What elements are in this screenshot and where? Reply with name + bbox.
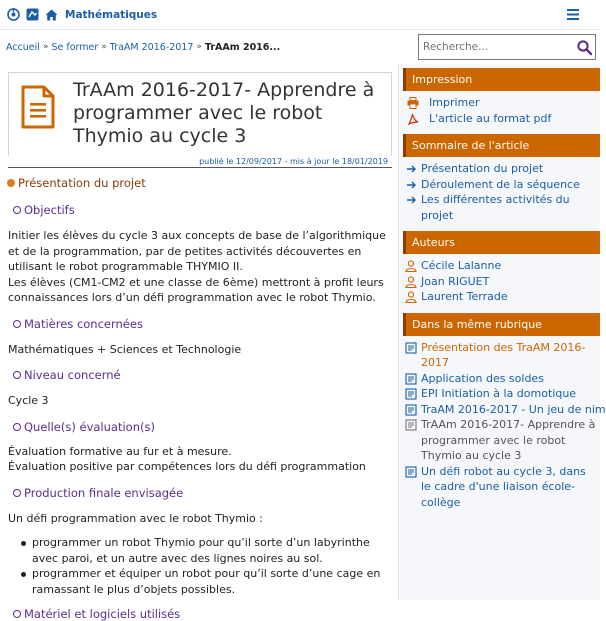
section-presentation xyxy=(7,176,392,190)
auteurs-box xyxy=(403,231,600,309)
article-icon xyxy=(405,388,417,400)
search-button[interactable] xyxy=(573,35,595,59)
subsection-heading: Niveau concerné xyxy=(24,368,121,382)
breadcrumb-accueil[interactable]: Accueil xyxy=(6,41,40,53)
arrow-right-icon xyxy=(405,179,417,191)
objectifs-text: Initier les élèves du cycle 3 aux concepts de base de l’algorithmique et de la programmation, par de petites activités découvertes en utilisant le robot programmable THYMIO II. xyxy=(8,229,386,273)
search-box xyxy=(418,34,596,60)
section-production xyxy=(13,486,392,500)
breadcrumb-se-former[interactable]: Se former xyxy=(51,41,99,53)
section-objectifs xyxy=(13,203,392,217)
article-icon xyxy=(405,419,417,431)
menu-icon[interactable] xyxy=(562,6,584,24)
breadcrumb-traam[interactable]: TraAM 2016-2017 xyxy=(109,41,194,53)
circle-bullet-icon xyxy=(13,371,21,379)
subsection-heading: Objectifs xyxy=(24,203,75,217)
section-heading: Présentation du projet xyxy=(18,176,146,190)
production-list xyxy=(18,535,392,597)
article-icon xyxy=(405,404,417,416)
sommaire-box xyxy=(403,134,600,227)
matieres-text: Mathématiques + Sciences et Technologie xyxy=(8,342,242,356)
impression-box xyxy=(403,68,600,130)
section-matieres xyxy=(13,317,392,331)
breadcrumb-separator: » xyxy=(196,42,202,52)
article-header xyxy=(8,72,392,156)
list-item: programmer et équiper un robot pour qu’il sorte d’une cage en ramassant le plus d’objets possibles. xyxy=(18,566,392,597)
arrow-right-icon xyxy=(405,194,417,206)
production-intro: Un défi programmation avec le robot Thymio : xyxy=(8,511,263,525)
arrow-right-icon xyxy=(405,163,417,175)
evaluation-text-2: Évaluation positive par compétences lors du défi programmation xyxy=(8,460,366,473)
article-icon xyxy=(405,373,417,385)
rubrique-item-this-article: TrAAm 2016-2017- Apprendre à programmer avec le robot Thymio au cycle 3 xyxy=(405,417,596,464)
toc-item[interactable]: Les différentes activités du projet xyxy=(405,192,596,223)
breadcrumb-current: TrAAm 2016... xyxy=(204,41,281,53)
box-title: Sommaire de l'article xyxy=(403,134,600,157)
rubrique-item[interactable]: EPI Initiation à la domotique xyxy=(405,386,596,402)
rubrique-item-current[interactable]: Présentation des TraAM 2016-2017 xyxy=(405,340,596,371)
author-link[interactable]: Joan RIGUET xyxy=(405,274,596,290)
section-materiel xyxy=(13,607,392,621)
subsection-heading: Production finale envisagée xyxy=(24,485,184,500)
circle-bullet-icon xyxy=(13,610,21,618)
niveau-text: Cycle 3 xyxy=(8,394,49,407)
pdf-link[interactable]: L'article au format pdf xyxy=(405,111,596,127)
list-item: programmer un robot Thymio pour qu’il sorte d’un labyrinthe avec paroi, et un autre avec des lignes noires au sol. xyxy=(18,535,392,566)
evaluation-text: Évaluation formative au fur et à mesure. xyxy=(8,444,232,458)
circle-bullet-icon xyxy=(13,206,21,214)
circle-bullet-icon xyxy=(13,423,21,431)
subsection-heading: Matériel et logiciels utilisés xyxy=(24,607,181,621)
article-icon xyxy=(405,466,417,478)
circle-bullet-icon xyxy=(13,489,21,497)
search-icon xyxy=(577,40,592,55)
article-icon xyxy=(405,342,417,354)
site-brand-link[interactable]: Mathématiques xyxy=(65,8,158,21)
author-link[interactable]: Cécile Lalanne xyxy=(405,258,596,274)
rubrique-item[interactable]: TraAM 2016-2017 - Un jeu de nim xyxy=(405,402,596,418)
search-input[interactable] xyxy=(419,35,573,59)
user-icon xyxy=(405,291,417,303)
page-layout xyxy=(0,64,606,621)
home-icon[interactable] xyxy=(44,8,58,22)
breadcrumb-separator: » xyxy=(101,42,107,52)
objectifs-text-2: Les élèves (CM1-CM2 et une classe de 6ème) mettront à profit leurs connaissances lors d’un défi programmation avec le robot Thymio. xyxy=(8,275,384,304)
section-niveau xyxy=(13,368,392,382)
section-evaluation xyxy=(13,420,392,434)
print-link[interactable]: Imprimer xyxy=(405,95,596,111)
top-bar xyxy=(0,0,600,30)
user-icon xyxy=(405,276,417,288)
toc-item[interactable]: Présentation du projet xyxy=(405,161,596,177)
rubrique-box xyxy=(403,313,606,515)
square-logo-icon[interactable] xyxy=(25,8,39,22)
breadcrumb-row xyxy=(0,30,600,64)
article-main xyxy=(0,64,398,621)
orange-bullet-icon xyxy=(7,179,15,187)
breadcrumb-separator: » xyxy=(42,42,49,52)
breadcrumb xyxy=(0,42,280,53)
author-link[interactable]: Laurent Terrade xyxy=(405,289,596,305)
rubrique-item[interactable]: Un défi robot au cycle 3, dans le cadre d'une liaison école-collège xyxy=(405,464,596,511)
sidebar xyxy=(398,64,606,600)
print-icon xyxy=(407,97,419,109)
document-icon xyxy=(19,85,57,129)
pdf-icon xyxy=(407,113,419,125)
spiral-logo-icon[interactable] xyxy=(6,8,20,22)
toc-item[interactable]: Déroulement de la séquence xyxy=(405,177,596,193)
user-icon xyxy=(405,260,417,272)
box-title: Impression xyxy=(403,68,600,91)
box-title: Auteurs xyxy=(403,231,600,254)
page-title: TrAAm 2016-2017- Apprendre à programmer avec le robot Thymio au cycle 3 xyxy=(73,79,375,147)
article-dates: publié le 12/09/2017 - mis à jour le 18/01/2019 xyxy=(8,156,392,168)
circle-bullet-icon xyxy=(13,320,21,328)
rubrique-item[interactable]: Application des soldes xyxy=(405,371,596,387)
subsection-heading: Matières concernées xyxy=(24,316,143,331)
box-title: Dans la même rubrique xyxy=(403,313,600,336)
subsection-heading: Quelle(s) évaluation(s) xyxy=(24,419,155,434)
